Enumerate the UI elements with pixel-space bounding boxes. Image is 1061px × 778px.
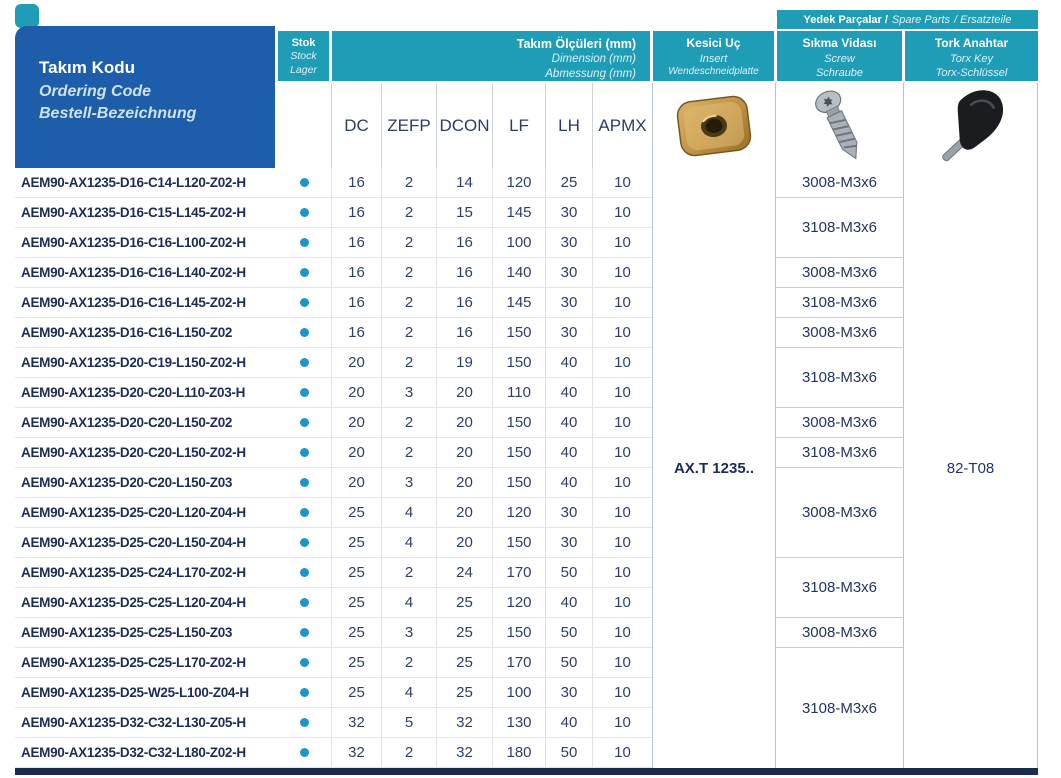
stock-dot xyxy=(300,538,309,547)
table-row xyxy=(15,618,652,648)
screw-label-tr: Sıkma Vidası xyxy=(802,36,877,50)
dc-cell: 25 xyxy=(331,498,381,527)
stock-cell xyxy=(277,258,331,287)
screw-column xyxy=(776,168,904,768)
screw-size-cell xyxy=(776,258,903,288)
stock-cell xyxy=(277,648,331,677)
ordering-code-cell: AEM90-AX1235-D16-C16-L150-Z02 xyxy=(21,325,233,340)
screw-size-label: 3008-M3x6 xyxy=(801,264,878,281)
lf-cell: 140 xyxy=(492,258,545,287)
lh-cell: 40 xyxy=(545,348,592,377)
dcon-cell: 19 xyxy=(436,348,492,377)
screw-label-de: Schraube xyxy=(815,66,864,79)
lf-cell: 150 xyxy=(492,318,545,347)
spare-parts-en: Spare Parts xyxy=(891,13,951,26)
insert-header xyxy=(653,31,774,81)
apmx-cell: 10 xyxy=(592,678,652,707)
apmx-cell: 10 xyxy=(592,258,652,287)
stock-label-de: Lager xyxy=(290,63,317,76)
screw-size-cell xyxy=(776,648,903,768)
ordering-code-cell: AEM90-AX1235-D25-C25-L170-Z02-H xyxy=(21,655,246,670)
ordering-code-cell: AEM90-AX1235-D20-C20-L110-Z03-H xyxy=(21,385,246,400)
lf-cell: 150 xyxy=(492,438,545,467)
screw-size-cell xyxy=(776,288,903,318)
zefp-cell: 5 xyxy=(381,708,436,737)
stock-cell xyxy=(277,408,331,437)
dcon-cell: 20 xyxy=(436,408,492,437)
dc-cell: 20 xyxy=(331,348,381,377)
lh-cell: 30 xyxy=(545,318,592,347)
dcon-cell: 16 xyxy=(436,258,492,287)
insert-label-en: Insert xyxy=(699,52,728,65)
stock-dot xyxy=(300,448,309,457)
stock-cell xyxy=(277,708,331,737)
apmx-cell: 10 xyxy=(592,198,652,227)
dcon-cell: 20 xyxy=(436,438,492,467)
ordering-code-cell: AEM90-AX1235-D20-C20-L150-Z02-H xyxy=(21,445,246,460)
table-row xyxy=(15,408,652,438)
ordering-code-cell: AEM90-AX1235-D16-C16-L140-Z02-H xyxy=(21,265,246,280)
table-row xyxy=(15,288,652,318)
stock-dot xyxy=(300,598,309,607)
dcon-cell: 25 xyxy=(436,678,492,707)
screw-size-cell xyxy=(776,168,903,198)
table-row xyxy=(15,708,652,738)
screw-size-label: 3108-M3x6 xyxy=(801,219,878,236)
screw-header xyxy=(777,31,902,81)
screw-size-cell xyxy=(776,468,903,558)
screw-photo xyxy=(776,83,904,168)
table-body xyxy=(15,168,1038,768)
dc-cell: 16 xyxy=(331,168,381,197)
column-header-dcon: DCON xyxy=(436,83,492,168)
lh-cell: 40 xyxy=(545,588,592,617)
lh-cell: 50 xyxy=(545,618,592,647)
torx-key-header xyxy=(905,31,1038,81)
screw-size-label: 3008-M3x6 xyxy=(801,324,878,341)
apmx-cell: 10 xyxy=(592,408,652,437)
bottom-rule xyxy=(15,768,1038,775)
corner-accent-chip xyxy=(15,4,39,28)
apmx-cell: 10 xyxy=(592,708,652,737)
screw-size-label: 3108-M3x6 xyxy=(801,579,878,596)
lf-cell: 100 xyxy=(492,228,545,257)
screw-size-label: 3108-M3x6 xyxy=(801,294,878,311)
dimensions-label-de: Abmessung (mm) xyxy=(545,67,636,80)
table-row xyxy=(15,348,652,378)
stock-dot xyxy=(300,208,309,217)
ordering-code-cell: AEM90-AX1235-D25-C24-L170-Z02-H xyxy=(21,565,246,580)
lh-cell: 30 xyxy=(545,228,592,257)
apmx-cell: 10 xyxy=(592,318,652,347)
lh-cell: 40 xyxy=(545,438,592,467)
lh-cell: 40 xyxy=(545,708,592,737)
stock-dot xyxy=(300,478,309,487)
column-header-apmx: APMX xyxy=(592,83,652,168)
screw-size-cell xyxy=(776,198,903,258)
apmx-cell: 10 xyxy=(592,378,652,407)
table-row xyxy=(15,528,652,558)
dc-cell: 25 xyxy=(331,558,381,587)
column-header-zefp: ZEFP xyxy=(381,83,436,168)
stock-cell xyxy=(277,528,331,557)
stock-dot xyxy=(300,268,309,277)
ordering-code-cell: AEM90-AX1235-D25-C20-L120-Z04-H xyxy=(21,505,246,520)
zefp-cell: 2 xyxy=(381,738,436,767)
insert-photo xyxy=(652,83,776,168)
zefp-cell: 2 xyxy=(381,258,436,287)
table-row xyxy=(15,318,652,348)
zefp-cell: 2 xyxy=(381,408,436,437)
stock-label-en: Stock xyxy=(290,50,317,63)
zefp-cell: 2 xyxy=(381,168,436,197)
lf-cell: 145 xyxy=(492,198,545,227)
stock-cell xyxy=(277,618,331,647)
ordering-code-cell: AEM90-AX1235-D25-C25-L150-Z03 xyxy=(21,625,233,640)
table-row xyxy=(15,498,652,528)
ordering-code-cell: AEM90-AX1235-D32-C32-L180-Z02-H xyxy=(21,745,246,760)
ordering-code-cell: AEM90-AX1235-D20-C19-L150-Z02-H xyxy=(21,355,246,370)
stock-dot xyxy=(300,298,309,307)
zefp-cell: 3 xyxy=(381,618,436,647)
dcon-cell: 32 xyxy=(436,738,492,767)
column-header-lh: LH xyxy=(545,83,592,168)
dcon-cell: 25 xyxy=(436,648,492,677)
dc-cell: 25 xyxy=(331,678,381,707)
ordering-code-header xyxy=(15,26,275,168)
lh-cell: 30 xyxy=(545,198,592,227)
table-row xyxy=(15,738,652,768)
apmx-cell: 10 xyxy=(592,528,652,557)
zefp-cell: 4 xyxy=(381,498,436,527)
dcon-cell: 14 xyxy=(436,168,492,197)
screw-size-cell xyxy=(776,348,903,408)
stock-dot xyxy=(300,688,309,697)
lh-cell: 40 xyxy=(545,408,592,437)
zefp-cell: 2 xyxy=(381,558,436,587)
table-row xyxy=(15,198,652,228)
stock-cell xyxy=(277,168,331,197)
ordering-code-title-en: Ordering Code xyxy=(39,82,152,100)
insert-code: AX.T 1235.. xyxy=(673,459,755,477)
dc-cell: 20 xyxy=(331,438,381,467)
apmx-cell: 10 xyxy=(592,498,652,527)
zefp-cell: 4 xyxy=(381,678,436,707)
dimensions-header xyxy=(332,31,650,81)
table-row xyxy=(15,678,652,708)
dcon-cell: 16 xyxy=(436,318,492,347)
dc-cell: 25 xyxy=(331,648,381,677)
table-row xyxy=(15,168,652,198)
screw-size-label: 3008-M3x6 xyxy=(801,174,878,191)
stock-cell xyxy=(277,738,331,767)
screw-size-label: 3108-M3x6 xyxy=(801,369,878,386)
lf-cell: 170 xyxy=(492,558,545,587)
insert-column xyxy=(652,168,776,768)
apmx-cell: 10 xyxy=(592,648,652,677)
stock-cell xyxy=(277,588,331,617)
column-header-dc: DC xyxy=(331,83,381,168)
table-row xyxy=(15,558,652,588)
apmx-cell: 10 xyxy=(592,738,652,767)
lf-cell: 130 xyxy=(492,708,545,737)
table-row xyxy=(15,588,652,618)
table-rows xyxy=(15,168,652,768)
screw-size-cell xyxy=(776,408,903,438)
dcon-cell: 20 xyxy=(436,528,492,557)
stock-cell xyxy=(277,678,331,707)
spare-parts-band xyxy=(777,10,1038,29)
dcon-cell: 25 xyxy=(436,618,492,647)
ordering-code-cell: AEM90-AX1235-D16-C16-L100-Z02-H xyxy=(21,235,246,250)
zefp-cell: 2 xyxy=(381,198,436,227)
dc-cell: 16 xyxy=(331,318,381,347)
zefp-cell: 3 xyxy=(381,468,436,497)
stock-dot xyxy=(300,328,309,337)
insert-label-tr: Kesici Uç xyxy=(686,36,741,50)
dcon-cell: 16 xyxy=(436,228,492,257)
ordering-code-title-de: Bestell-Bezeichnung xyxy=(39,105,197,123)
lf-cell: 150 xyxy=(492,468,545,497)
screw-size-cell xyxy=(776,558,903,618)
screw-image xyxy=(801,86,879,166)
table-row xyxy=(15,648,652,678)
lf-cell: 170 xyxy=(492,648,545,677)
dcon-cell: 20 xyxy=(436,498,492,527)
lf-cell: 110 xyxy=(492,378,545,407)
lh-cell: 30 xyxy=(545,498,592,527)
apmx-cell: 10 xyxy=(592,588,652,617)
apmx-cell: 10 xyxy=(592,228,652,257)
apmx-cell: 10 xyxy=(592,348,652,377)
lh-cell: 40 xyxy=(545,468,592,497)
stock-dot xyxy=(300,718,309,727)
stock-cell xyxy=(277,468,331,497)
ordering-code-cell: AEM90-AX1235-D16-C14-L120-Z02-H xyxy=(21,175,246,190)
zefp-cell: 3 xyxy=(381,378,436,407)
stock-cell xyxy=(277,438,331,467)
stock-dot xyxy=(300,418,309,427)
zefp-cell: 2 xyxy=(381,318,436,347)
dimension-column-labels xyxy=(331,83,652,168)
stock-cell xyxy=(277,288,331,317)
ordering-code-cell: AEM90-AX1235-D32-C32-L130-Z05-H xyxy=(21,715,246,730)
lh-cell: 30 xyxy=(545,258,592,287)
lh-cell: 30 xyxy=(545,288,592,317)
table-row xyxy=(15,228,652,258)
table-row xyxy=(15,378,652,408)
torx-label-tr: Tork Anahtar xyxy=(934,36,1009,50)
dc-cell: 16 xyxy=(331,288,381,317)
screw-size-cell xyxy=(776,438,903,468)
lh-cell: 25 xyxy=(545,168,592,197)
zefp-cell: 4 xyxy=(381,588,436,617)
dc-cell: 20 xyxy=(331,468,381,497)
dimensions-label-en: Dimension (mm) xyxy=(551,53,636,66)
lf-cell: 150 xyxy=(492,408,545,437)
ordering-code-cell: AEM90-AX1235-D25-W25-L100-Z04-H xyxy=(21,685,249,700)
stock-cell xyxy=(277,558,331,587)
lf-cell: 120 xyxy=(492,168,545,197)
zefp-cell: 2 xyxy=(381,228,436,257)
dcon-cell: 20 xyxy=(436,468,492,497)
ordering-code-cell: AEM90-AX1235-D20-C20-L150-Z02 xyxy=(21,415,233,430)
dc-cell: 16 xyxy=(331,198,381,227)
dc-cell: 32 xyxy=(331,708,381,737)
column-header-lf: LF xyxy=(492,83,545,168)
stock-label-tr: Stok xyxy=(291,37,316,49)
lh-cell: 40 xyxy=(545,378,592,407)
lh-cell: 50 xyxy=(545,738,592,767)
torx-label-en: Torx Key xyxy=(949,52,993,65)
screw-size-label: 3108-M3x6 xyxy=(801,699,878,717)
lf-cell: 180 xyxy=(492,738,545,767)
zefp-cell: 2 xyxy=(381,648,436,677)
ordering-code-cell: AEM90-AX1235-D16-C15-L145-Z02-H xyxy=(21,205,246,220)
dcon-cell: 20 xyxy=(436,378,492,407)
dc-cell: 25 xyxy=(331,528,381,557)
stock-dot xyxy=(300,658,309,667)
lf-cell: 120 xyxy=(492,588,545,617)
lh-cell: 50 xyxy=(545,648,592,677)
screw-label-en: Screw xyxy=(824,52,855,65)
dc-cell: 16 xyxy=(331,258,381,287)
torx-key-image xyxy=(929,86,1013,166)
lf-cell: 145 xyxy=(492,288,545,317)
ordering-code-cell: AEM90-AX1235-D20-C20-L150-Z03 xyxy=(21,475,233,490)
stock-dot xyxy=(300,358,309,367)
spare-parts-tr: Yedek Parçalar / xyxy=(803,13,888,26)
stock-cell xyxy=(277,318,331,347)
screw-size-cell xyxy=(776,618,903,648)
stock-dot xyxy=(300,748,309,757)
torx-column xyxy=(904,168,1038,768)
ordering-code-title-tr: Takım Kodu xyxy=(39,58,136,77)
stock-cell xyxy=(277,198,331,227)
table-row xyxy=(15,438,652,468)
screw-size-label: 3008-M3x6 xyxy=(801,624,878,641)
screw-size-label: 3108-M3x6 xyxy=(801,444,878,461)
ordering-code-cell: AEM90-AX1235-D25-C25-L120-Z04-H xyxy=(21,595,246,610)
apmx-cell: 10 xyxy=(592,468,652,497)
dcon-cell: 16 xyxy=(436,288,492,317)
dc-cell: 25 xyxy=(331,588,381,617)
insert-label-de: Wendeschneidplatte xyxy=(668,65,759,77)
stock-cell xyxy=(277,228,331,257)
screw-size-label: 3008-M3x6 xyxy=(801,414,878,431)
dcon-cell: 25 xyxy=(436,588,492,617)
lf-cell: 120 xyxy=(492,498,545,527)
screw-size-label: 3008-M3x6 xyxy=(801,504,878,521)
stock-dot xyxy=(300,508,309,517)
torx-key-photo xyxy=(904,83,1038,168)
dcon-cell: 32 xyxy=(436,708,492,737)
lf-cell: 100 xyxy=(492,678,545,707)
insert-image xyxy=(662,89,766,163)
lf-cell: 150 xyxy=(492,348,545,377)
lh-cell: 30 xyxy=(545,678,592,707)
stock-dot xyxy=(300,628,309,637)
table-header xyxy=(15,4,1038,168)
stock-cell xyxy=(277,378,331,407)
apmx-cell: 10 xyxy=(592,618,652,647)
lf-cell: 150 xyxy=(492,528,545,557)
table-row xyxy=(15,468,652,498)
apmx-cell: 10 xyxy=(592,558,652,587)
dc-cell: 20 xyxy=(331,378,381,407)
stock-header xyxy=(278,31,329,81)
stock-cell xyxy=(277,498,331,527)
zefp-cell: 2 xyxy=(381,348,436,377)
torx-label-de: Torx-Schlüssel xyxy=(935,66,1008,79)
lf-cell: 150 xyxy=(492,618,545,647)
dc-cell: 20 xyxy=(331,408,381,437)
stock-dot xyxy=(300,388,309,397)
ordering-code-cell: AEM90-AX1235-D25-C20-L150-Z04-H xyxy=(21,535,246,550)
apmx-cell: 10 xyxy=(592,168,652,197)
lh-cell: 50 xyxy=(545,558,592,587)
stock-dot xyxy=(300,568,309,577)
dimensions-label-tr: Takım Ölçüleri (mm) xyxy=(516,37,636,51)
dcon-cell: 24 xyxy=(436,558,492,587)
screw-size-cell xyxy=(776,318,903,348)
ordering-code-cell: AEM90-AX1235-D16-C16-L145-Z02-H xyxy=(21,295,246,310)
spare-parts-de: / Ersatzteile xyxy=(954,13,1012,26)
lh-cell: 30 xyxy=(545,528,592,557)
table-row xyxy=(15,258,652,288)
zefp-cell: 2 xyxy=(381,438,436,467)
zefp-cell: 4 xyxy=(381,528,436,557)
stock-dot xyxy=(300,178,309,187)
product-table xyxy=(15,4,1038,775)
stock-dot xyxy=(300,238,309,247)
torx-code: 82-T08 xyxy=(946,459,995,477)
dc-cell: 32 xyxy=(331,738,381,767)
dc-cell: 16 xyxy=(331,228,381,257)
dc-cell: 25 xyxy=(331,618,381,647)
apmx-cell: 10 xyxy=(592,288,652,317)
stock-cell xyxy=(277,348,331,377)
zefp-cell: 2 xyxy=(381,288,436,317)
apmx-cell: 10 xyxy=(592,438,652,467)
dcon-cell: 15 xyxy=(436,198,492,227)
